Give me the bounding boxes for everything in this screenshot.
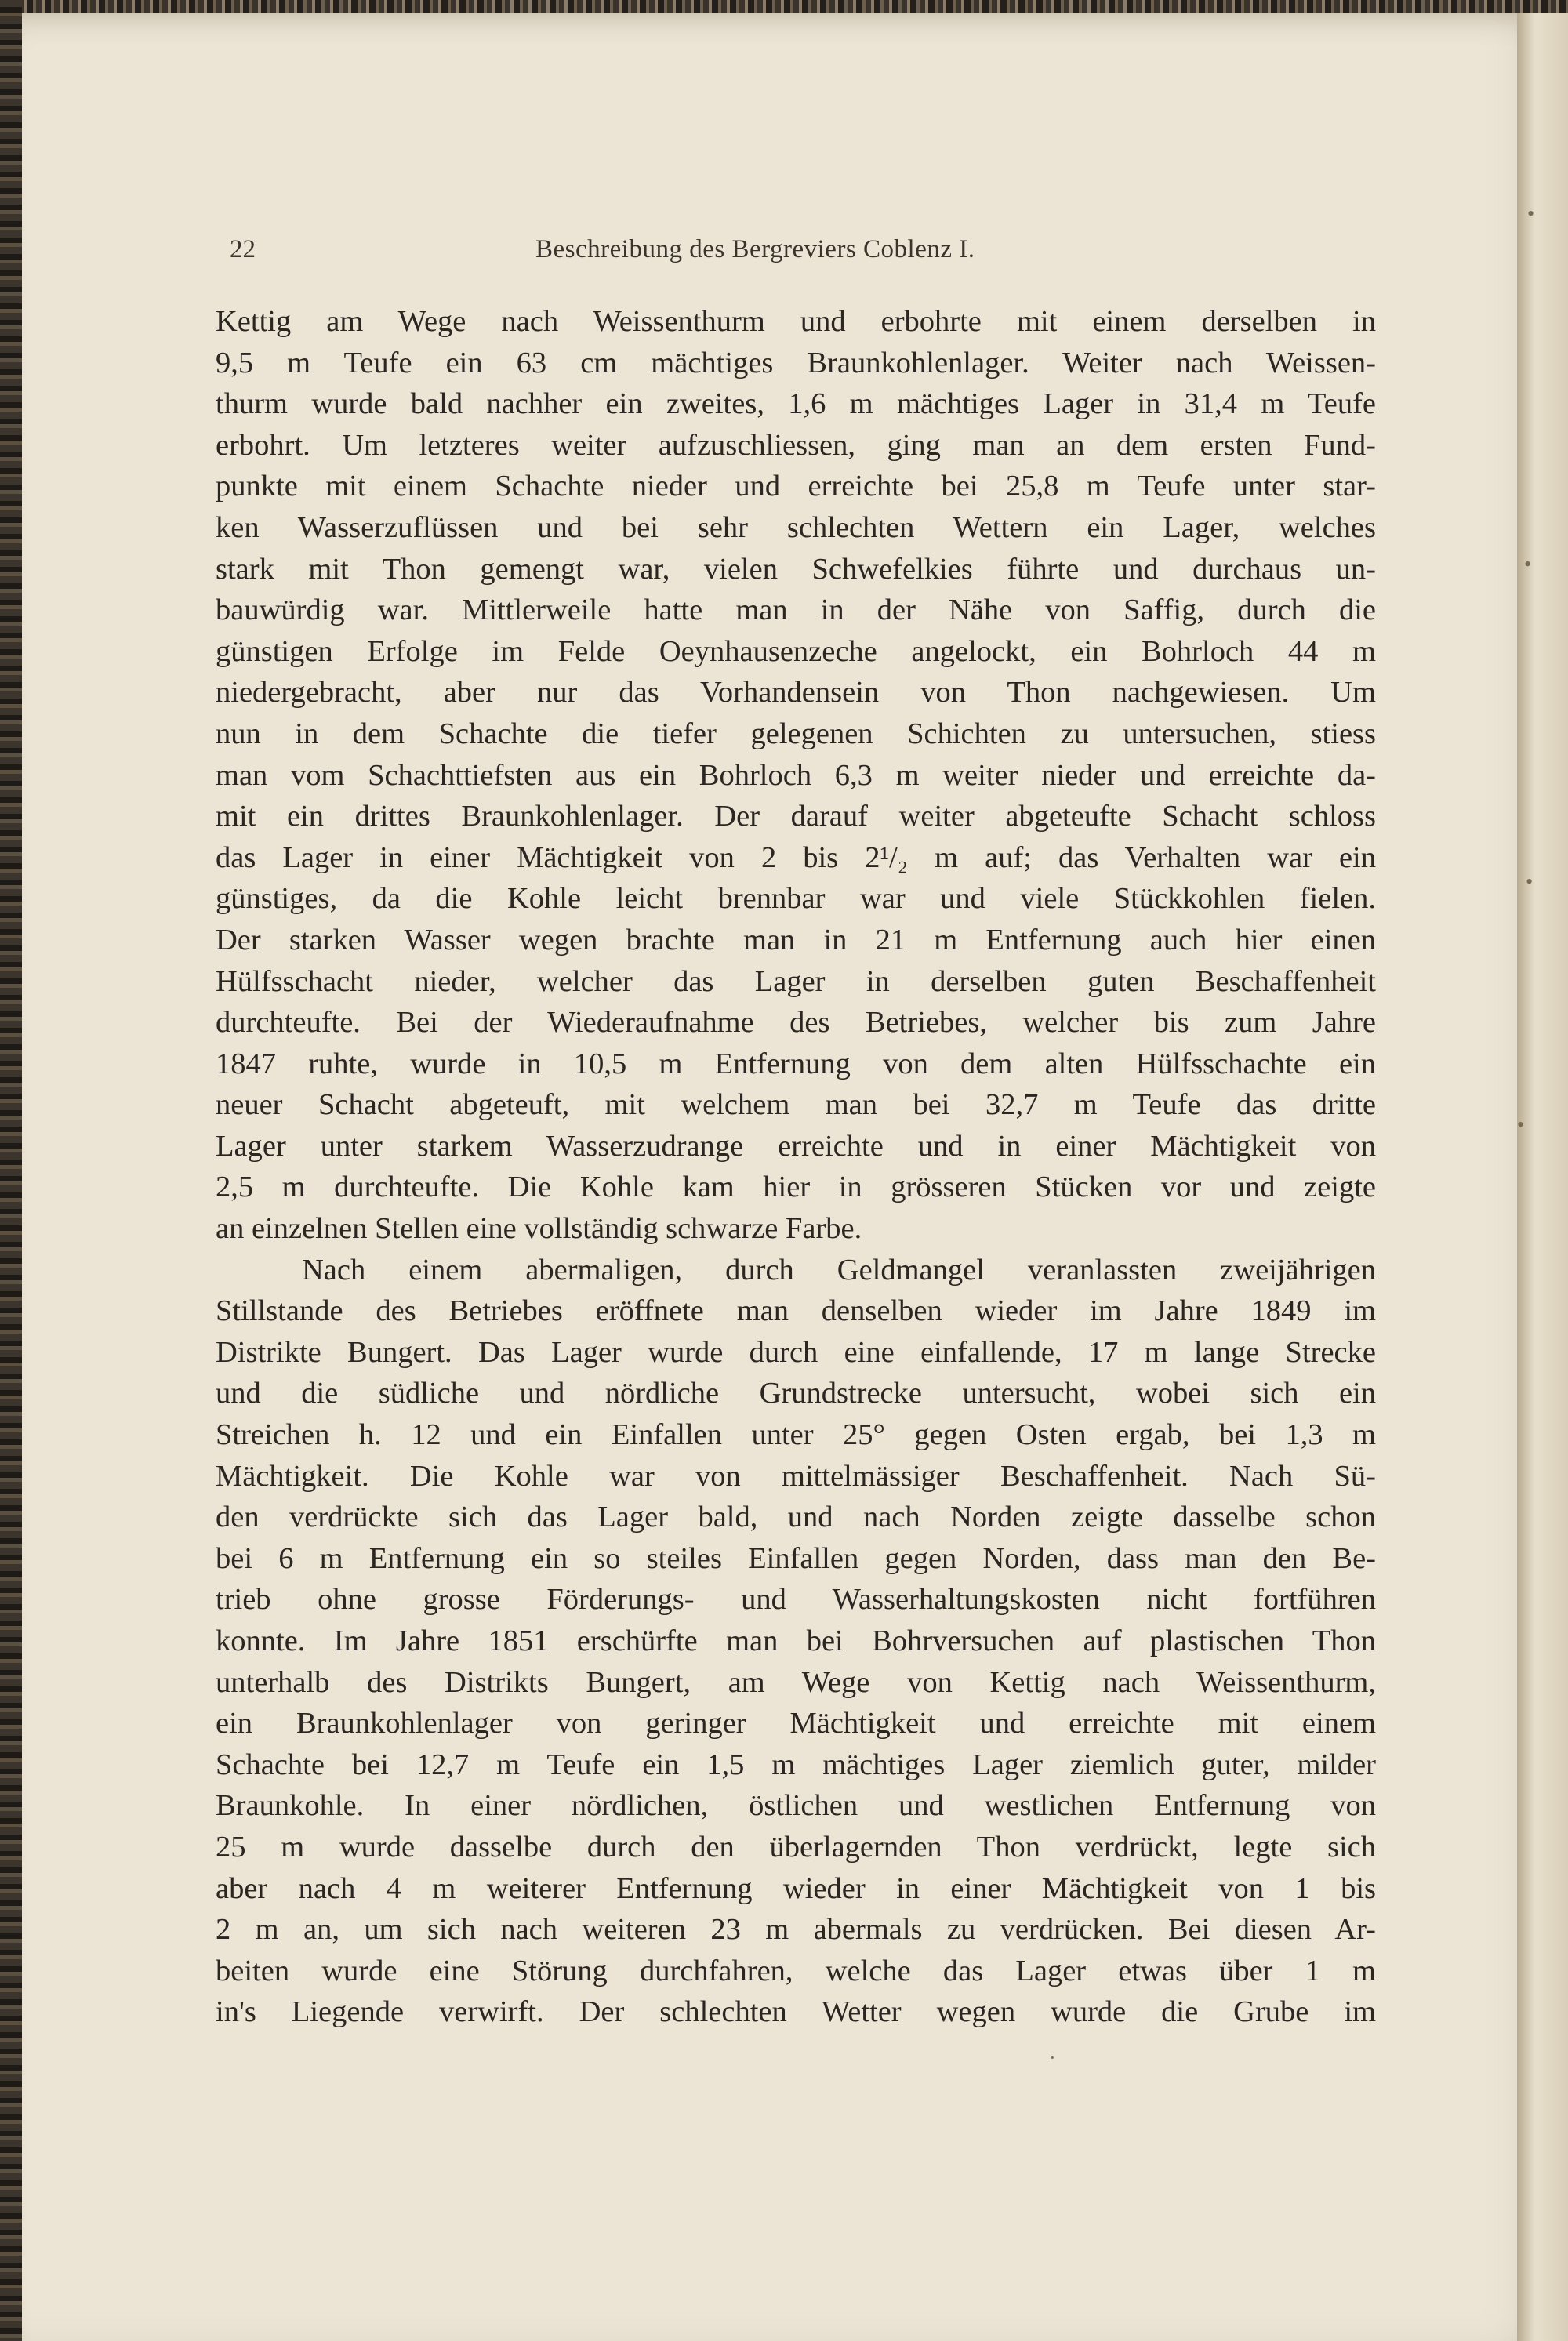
text-line: niedergebracht, aber nur das Vorhandensein von Thon nachgewiesen. Um xyxy=(216,676,1376,710)
text-line: günstigen Erfolge im Felde Oeynhausenzeche angelockt, ein Bohrloch 44 m xyxy=(216,634,1376,668)
text-line: Hülfsschacht nieder, welcher das Lager in derselben guten Beschaffenheit xyxy=(216,964,1376,998)
text-line: bei 6 m Entfernung ein so steiles Einfallen gegen Norden, dass man den Be- xyxy=(216,1541,1376,1575)
text-line: 9,5 m Teufe ein 63 cm mächtiges Braunkohlenlager. Weiter nach Weissen- xyxy=(216,346,1376,379)
text-line: durchteufte. Bei der Wiederaufnahme des Betriebes, welcher bis zum Jahre xyxy=(216,1006,1376,1040)
text-line: konnte. Im Jahre 1851 erschürfte man bei Bohrversuchen auf plastischen Thon xyxy=(216,1624,1376,1657)
text-line: und die südliche und nördliche Grundstrecke untersucht, wobei sich ein xyxy=(216,1377,1376,1410)
text-line: aber nach 4 m weiterer Entfernung wieder in einer Mächtigkeit von 1 bis xyxy=(216,1871,1376,1905)
text-line: mit ein drittes Braunkohlenlager. Der darauf weiter abgeteufte Schacht schloss xyxy=(216,800,1376,833)
paper-speck: • xyxy=(1527,202,1535,225)
text-line: nun in dem Schachte die tiefer gelegenen Schichten zu untersuchen, stiess xyxy=(216,717,1376,750)
text-line: Schachte bei 12,7 m Teufe ein 1,5 m mächtiges Lager ziemlich guter, milder xyxy=(216,1748,1376,1781)
text-line: in's Liegende verwirft. Der schlechten Wetter wegen wurde die Grube im xyxy=(216,1995,1376,2029)
text-line: unterhalb des Distrikts Bungert, am Wege von Kettig nach Weissenthurm, xyxy=(216,1665,1376,1699)
text-line: 2 m an, um sich nach weiteren 23 m abermals zu verdrücken. Bei diesen Ar- xyxy=(216,1913,1376,1947)
text-line: punkte mit einem Schachte nieder und erreichte bei 25,8 m Teufe unter star- xyxy=(216,470,1376,503)
text-line: trieb ohne grosse Förderungs- und Wasserhaltungskosten nicht fortführen xyxy=(216,1583,1376,1617)
text-line: Distrikte Bungert. Das Lager wurde durch eine einfallende, 17 m lange Strecke xyxy=(216,1335,1376,1369)
text-line: ein Braunkohlenlager von geringer Mächtigkeit und erreichte mit einem xyxy=(216,1707,1376,1740)
text-line: neuer Schacht abgeteuft, mit welchem man bei 32,7 m Teufe das dritte xyxy=(216,1088,1376,1122)
text-line: an einzelnen Stellen eine vollständig schwarze Farbe. xyxy=(216,1212,862,1246)
body-text xyxy=(216,301,1376,2033)
running-title: Beschreibung des Bergreviers Coblenz I. xyxy=(535,235,975,263)
text-line: günstiges, da die Kohle leicht brennbar war und viele Stückkohlen fielen. xyxy=(216,882,1376,916)
paper-speck: • xyxy=(1517,1113,1525,1136)
text-line: das Lager in einer Mächtigkeit von 2 bis 2¹/₂ m auf; das Verhalten war ein xyxy=(216,840,1376,874)
text-line: 25 m wurde dasselbe durch den überlagernden Thon verdrückt, legte sich xyxy=(216,1830,1376,1864)
paper-speck: • xyxy=(1524,553,1532,575)
text-line: Stillstande des Betriebes eröffnete man denselben wieder im Jahre 1849 im xyxy=(216,1294,1376,1328)
text-line: ken Wasserzuflüssen und bei sehr schlechten Wettern ein Lager, welches xyxy=(216,510,1376,544)
text-line: stark mit Thon gemengt war, vielen Schwefelkies führte und durchaus un- xyxy=(216,552,1376,586)
text-line: thurm wurde bald nachher ein zweites, 1,6 m mächtiges Lager in 31,4 m Teufe xyxy=(216,387,1376,421)
text-line: Nach einem abermaligen, durch Geldmangel veranlassten zweijährigen xyxy=(302,1253,1376,1287)
paper-speck: · xyxy=(1049,2046,1056,2069)
next-page-edge xyxy=(1517,13,1568,2341)
text-line: man vom Schachttiefsten aus ein Bohrloch 6,3 m weiter nieder und erreichte da- xyxy=(216,758,1376,792)
text-line: Braunkohle. In einer nördlichen, östlichen und westlichen Entfernung von xyxy=(216,1789,1376,1823)
text-line: 1847 ruhte, wurde in 10,5 m Entfernung von dem alten Hülfsschachte ein xyxy=(216,1047,1376,1080)
paper-speck: • xyxy=(1526,870,1534,893)
text-line: Mächtigkeit. Die Kohle war von mittelmässiger Beschaffenheit. Nach Sü- xyxy=(216,1459,1376,1493)
text-line: Streichen h. 12 und ein Einfallen unter 25° gegen Osten ergab, bei 1,3 m xyxy=(216,1418,1376,1452)
text-line: Kettig am Wege nach Weissenthurm und erbohrte mit einem derselben in xyxy=(216,305,1376,338)
text-line: beiten wurde eine Störung durchfahren, welche das Lager etwas über 1 m xyxy=(216,1954,1376,1987)
book-spine-edge xyxy=(0,0,22,2341)
text-line: 2,5 m durchteufte. Die Kohle kam hier in grösseren Stücken vor und zeigte xyxy=(216,1170,1376,1204)
text-line: Der starken Wasser wegen brachte man in 21 m Entfernung auch hier einen xyxy=(216,923,1376,956)
page-header xyxy=(230,235,1351,273)
text-line: erbohrt. Um letzteres weiter aufzuschliessen, ging man an dem ersten Fund- xyxy=(216,428,1376,462)
text-line: Lager unter starkem Wasserzudrange erreichte und in einer Mächtigkeit von xyxy=(216,1129,1376,1163)
page-number: 22 xyxy=(230,235,256,263)
text-line: bauwürdig war. Mittlerweile hatte man in der Nähe von Saffig, durch die xyxy=(216,593,1376,627)
text-line: den verdrückte sich das Lager bald, und nach Norden zeigte dasselbe schon xyxy=(216,1501,1376,1534)
